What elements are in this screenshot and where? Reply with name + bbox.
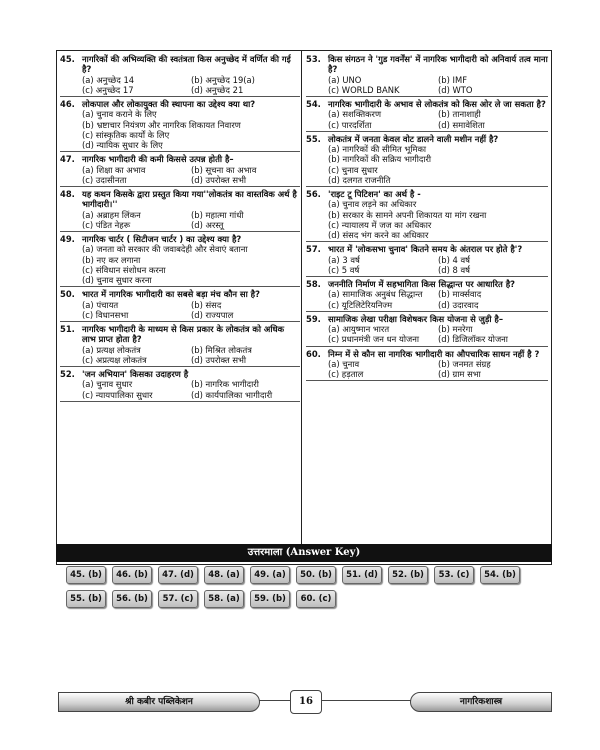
answer-option: (d) न्यायिक सुधार के लिए bbox=[82, 140, 163, 150]
right-question-column bbox=[306, 54, 548, 383]
answer-option: (c) अनुच्छेद 17 bbox=[82, 84, 134, 95]
answer-option: (b) IMF bbox=[438, 74, 468, 85]
question-text: नागरिकों की अभिव्यक्ति की स्वतंत्रता किस अनुच्छेद में वर्णित की गई है? bbox=[82, 54, 291, 75]
answer-option: (c) प्रधानमंत्री जन धन योजना bbox=[328, 334, 420, 345]
question-head bbox=[60, 324, 300, 345]
question-separator bbox=[60, 151, 300, 152]
question-item bbox=[306, 54, 548, 97]
question-number: 59. bbox=[306, 313, 321, 324]
answer-option: (c) उदासीनता bbox=[82, 174, 127, 185]
answer-option: (b) नागरिक भागीदारी bbox=[191, 379, 259, 390]
question-head bbox=[60, 154, 300, 164]
answer-option: (b) नए कर लगाना bbox=[82, 254, 141, 265]
answer-key-grid bbox=[66, 566, 552, 608]
answer-option: (a) चुनाव सुधार bbox=[82, 379, 133, 390]
answer-option: (a) प्रत्यक्ष लोकतंत्र bbox=[82, 344, 141, 355]
question-separator bbox=[306, 380, 548, 381]
question-text: 'राइट टू पिटिशन' का अर्थ है - bbox=[328, 189, 421, 199]
answer-key-title: उत्तरमाला (Answer Key) bbox=[56, 544, 552, 562]
question-item bbox=[306, 279, 548, 312]
answer-option: (a) आयुष्मान भारत bbox=[328, 324, 390, 334]
answer-option: (a) चुनाव कराने के लिए bbox=[82, 109, 157, 120]
option-list bbox=[60, 300, 300, 321]
answer-option: (b) नागरिकों की सक्रिय भागीदारी bbox=[328, 154, 432, 165]
answer-option: (d) अरस्तू bbox=[191, 219, 224, 230]
answer-key-cell: 46. (b) bbox=[112, 566, 152, 584]
question-item bbox=[60, 99, 300, 152]
option-list bbox=[60, 345, 300, 366]
answer-option: (c) चुनाव सुधार bbox=[328, 164, 378, 175]
answer-option: (d) डिजिलॉकर योजना bbox=[438, 334, 508, 345]
question-head bbox=[306, 189, 548, 199]
answer-key-cell: 57. (c) bbox=[158, 590, 198, 608]
answer-option: (a) सशक्तिकरण bbox=[328, 109, 382, 120]
answer-option: (b) तानाशाही bbox=[438, 109, 481, 120]
answer-key-cell: 45. (b) bbox=[66, 566, 106, 584]
question-text: यह कथन किसके द्वारा प्रस्तुत किया गया''लोकतंत्र का वास्तविक अर्थ है भागीदारी।'' bbox=[82, 189, 297, 210]
question-number: 47. bbox=[60, 154, 75, 165]
question-item bbox=[60, 369, 300, 402]
question-item bbox=[60, 189, 300, 232]
answer-option: (d) ग्राम सभा bbox=[438, 369, 481, 379]
option-list bbox=[60, 165, 300, 186]
question-item bbox=[60, 324, 300, 367]
answer-option: (c) पारदर्शिता bbox=[328, 119, 372, 130]
question-number: 49. bbox=[60, 234, 75, 244]
answer-option: (d) WTO bbox=[438, 84, 473, 95]
question-number: 53. bbox=[306, 54, 321, 64]
publisher-name: श्री कबीर पब्लिकेशन bbox=[58, 692, 260, 712]
question-number: 60. bbox=[306, 348, 321, 359]
option-list bbox=[60, 109, 300, 150]
answer-option: (b) संसद bbox=[191, 299, 222, 310]
question-number: 52. bbox=[60, 369, 75, 379]
answer-option: (c) पंडित नेहरू bbox=[82, 219, 131, 230]
question-text: लोकपाल और लोकायुक्त की स्थापना का उद्देश्य क्या था? bbox=[82, 99, 256, 109]
page-footer bbox=[58, 692, 552, 710]
answer-option: (a) अब्राहम लिंकन bbox=[82, 209, 141, 220]
answer-option: (a) जनता को सरकार की जवाबदेही और सेवाएं बताना bbox=[82, 244, 248, 255]
answer-option: (b) मिश्रित लोकतंत्र bbox=[191, 344, 252, 355]
page-number: 16 bbox=[290, 690, 322, 714]
answer-option: (c) यूटिलिटेरियनिज्म bbox=[328, 299, 393, 310]
question-separator bbox=[60, 321, 300, 322]
answer-key-cell: 53. (c) bbox=[434, 566, 474, 584]
answer-option: (c) न्यायालय में जज का अधिकार bbox=[328, 219, 432, 230]
question-item bbox=[60, 289, 300, 322]
answer-option: (c) न्यायपालिका सुधार bbox=[82, 389, 153, 400]
question-item bbox=[60, 54, 300, 97]
question-number: 51. bbox=[60, 324, 75, 334]
option-list bbox=[60, 75, 300, 96]
answer-option: (d) अनुच्छेद 21 bbox=[191, 84, 244, 95]
answer-option: (b) महात्मा गांधी bbox=[191, 209, 244, 220]
answer-option: (d) उपरोक्त सभी bbox=[191, 354, 247, 365]
question-number: 46. bbox=[60, 99, 75, 109]
question-head bbox=[60, 234, 300, 244]
question-text: नागरिक भागीदारी की कमी किससे उत्पन्न होती है– bbox=[82, 154, 234, 165]
question-head bbox=[60, 189, 300, 210]
question-text: नागरिक चार्टर ( सिटीजन चार्टर ) का उद्देश्य क्या है? bbox=[82, 234, 242, 244]
answer-option: (a) पंचायत bbox=[82, 299, 119, 310]
answer-option: (d) कार्यपालिका भागीदारी bbox=[191, 389, 273, 400]
answer-option: (a) चुनाव bbox=[328, 358, 360, 369]
question-head bbox=[60, 54, 300, 75]
option-list bbox=[306, 144, 548, 185]
question-separator bbox=[306, 96, 548, 97]
option-list bbox=[306, 289, 548, 310]
answer-option: (d) समावेशिता bbox=[438, 119, 485, 130]
question-item bbox=[60, 154, 300, 187]
question-head bbox=[60, 289, 300, 299]
answer-option: (a) नागरिकों की सीमित भूमिका bbox=[328, 144, 427, 154]
answer-option: (d) दलगत राजनीति bbox=[328, 174, 391, 185]
answer-option: (c) हड़ताल bbox=[328, 369, 364, 379]
question-head bbox=[60, 99, 300, 109]
column-divider bbox=[301, 50, 302, 544]
answer-option: (b) मनरेगा bbox=[438, 324, 473, 334]
answer-key-cell: 51. (d) bbox=[342, 566, 382, 584]
answer-key-cell: 55. (b) bbox=[66, 590, 106, 608]
question-number: 56. bbox=[306, 189, 321, 199]
answer-option: (b) सूचना का अभाव bbox=[191, 164, 257, 175]
question-separator bbox=[306, 346, 548, 347]
question-item bbox=[306, 314, 548, 347]
question-separator bbox=[60, 186, 300, 187]
option-list bbox=[306, 75, 548, 96]
question-item bbox=[60, 234, 300, 287]
answer-key-cell: 50. (b) bbox=[296, 566, 336, 584]
answer-option: (d) उदारवाद bbox=[438, 299, 479, 310]
question-text: भारत में नागरिक भागीदारी का सबसे बड़ा मंच कौन सा है? bbox=[82, 289, 260, 300]
question-text: सामाजिक लेखा परीक्षा विशेषकर किस योजना से जुड़ी है– bbox=[328, 313, 504, 324]
answer-option: (b) सरकार के सामने अपनी शिकायत या मांग रखना bbox=[328, 209, 487, 220]
question-separator bbox=[60, 366, 300, 367]
question-text: 'जन अभियान' किसका उदाहरण है bbox=[82, 369, 189, 379]
answer-option: (c) 5 वर्ष bbox=[328, 264, 360, 275]
answer-option: (a) चुनाव लड़ने का अधिकार bbox=[328, 199, 417, 210]
answer-option: (a) अनुच्छेद 14 bbox=[82, 74, 135, 85]
question-number: 45. bbox=[60, 54, 75, 64]
question-item bbox=[306, 189, 548, 242]
answer-option: (d) 8 वर्ष bbox=[438, 264, 471, 275]
question-head bbox=[306, 279, 548, 289]
question-head bbox=[306, 134, 548, 144]
question-separator bbox=[306, 241, 548, 242]
answer-key-cell: 47. (d) bbox=[158, 566, 198, 584]
answer-option: (b) भ्रष्टाचार नियंत्रण और नागरिक शिकायत निवारण bbox=[82, 119, 241, 130]
answer-option: (c) WORLD BANK bbox=[328, 84, 400, 95]
answer-option: (b) 4 वर्ष bbox=[438, 254, 471, 265]
option-list bbox=[60, 379, 300, 400]
question-separator bbox=[60, 231, 300, 232]
answer-key-cell: 56. (b) bbox=[112, 590, 152, 608]
question-item bbox=[306, 349, 548, 382]
answer-key-cell: 54. (b) bbox=[480, 566, 520, 584]
question-text: भारत में 'लोकसभा चुनाव' कितने समय के अंतराल पर होते है'? bbox=[328, 244, 523, 255]
question-number: 48. bbox=[60, 189, 75, 199]
question-text: निम्न में से कौन सा नागरिक भागीदारी का औपचारिक साधन नहीं है ? bbox=[328, 348, 540, 359]
question-number: 50. bbox=[60, 289, 75, 300]
question-head bbox=[306, 314, 548, 324]
question-head bbox=[306, 244, 548, 254]
answer-option: (d) उपरोक्त सभी bbox=[191, 174, 247, 185]
option-list bbox=[306, 324, 548, 345]
question-item bbox=[306, 244, 548, 277]
question-separator bbox=[60, 96, 300, 97]
question-separator bbox=[306, 311, 548, 312]
option-list bbox=[60, 210, 300, 231]
question-separator bbox=[306, 186, 548, 187]
answer-option: (a) सामाजिक अनुबंध सिद्धान्त bbox=[328, 289, 423, 300]
question-text: लोकतंत्र में जनता केवल वोट डालने वाली मशीन नहीं है? bbox=[328, 133, 499, 144]
answer-option: (b) अनुच्छेद 19(a) bbox=[191, 74, 255, 85]
question-head bbox=[306, 99, 548, 109]
answer-option: (d) राज्यपाल bbox=[191, 309, 234, 320]
question-head bbox=[306, 54, 548, 75]
option-list bbox=[306, 199, 548, 240]
answer-key-cell: 49. (a) bbox=[250, 566, 290, 584]
question-item bbox=[306, 134, 548, 187]
answer-key-cell: 60. (c) bbox=[296, 590, 336, 608]
answer-option: (a) 3 वर्ष bbox=[328, 254, 360, 265]
question-text: नागरिक भागीदारी के अभाव से लोकतंत्र को किस ओर ले जा सकता है? bbox=[328, 99, 546, 109]
answer-option: (b) मार्क्सवाद bbox=[438, 289, 482, 300]
question-text: जननीति निर्माण में सहभागिता किस सिद्धान्त पर आधारित है? bbox=[328, 279, 516, 289]
answer-option: (c) संविधान संशोधन करना bbox=[82, 264, 166, 275]
question-separator bbox=[60, 401, 300, 402]
question-number: 57. bbox=[306, 244, 321, 255]
answer-key-cell: 58. (a) bbox=[204, 590, 244, 608]
answer-option: (a) UNO bbox=[328, 74, 362, 85]
question-head bbox=[306, 349, 548, 359]
answer-option: (c) सांस्कृतिक कार्यों के लिए bbox=[82, 129, 170, 140]
footer-line bbox=[258, 700, 412, 701]
answer-key-cell: 48. (a) bbox=[204, 566, 244, 584]
option-list bbox=[306, 109, 548, 130]
question-number: 54. bbox=[306, 99, 321, 109]
answer-option: (d) संसद भंग करने का अधिकार bbox=[328, 230, 429, 240]
question-number: 58. bbox=[306, 279, 321, 289]
question-separator bbox=[306, 276, 548, 277]
answer-option: (a) शिक्षा का अभाव bbox=[82, 164, 146, 175]
option-list bbox=[306, 255, 548, 276]
question-text: नागरिक भागीदारी के माध्यम से किस प्रकार के लोकतंत्र को अधिक लाभ प्राप्त होता है? bbox=[82, 324, 285, 345]
question-separator bbox=[306, 131, 548, 132]
answer-option: (c) विधानसभा bbox=[82, 309, 129, 320]
answer-option: (c) अप्रत्यक्ष लोकतंत्र bbox=[82, 354, 147, 365]
answer-key-cell: 52. (b) bbox=[388, 566, 428, 584]
left-question-column bbox=[60, 54, 300, 404]
question-separator bbox=[60, 286, 300, 287]
option-list bbox=[60, 244, 300, 285]
answer-key-cell: 59. (b) bbox=[250, 590, 290, 608]
question-number: 55. bbox=[306, 133, 321, 144]
question-item bbox=[306, 99, 548, 132]
answer-option: (d) चुनाव सुधार करना bbox=[82, 275, 152, 285]
question-text: किस संगठन ने 'गुड गवर्नेंस' में नागरिक भागीदारी को अनिवार्य तत्व माना है? bbox=[328, 54, 548, 75]
option-list bbox=[306, 359, 548, 380]
answer-option: (b) जनमत संग्रह bbox=[438, 358, 491, 369]
subject-name: नागरिकशास्त्र bbox=[410, 692, 552, 712]
question-head bbox=[60, 369, 300, 379]
